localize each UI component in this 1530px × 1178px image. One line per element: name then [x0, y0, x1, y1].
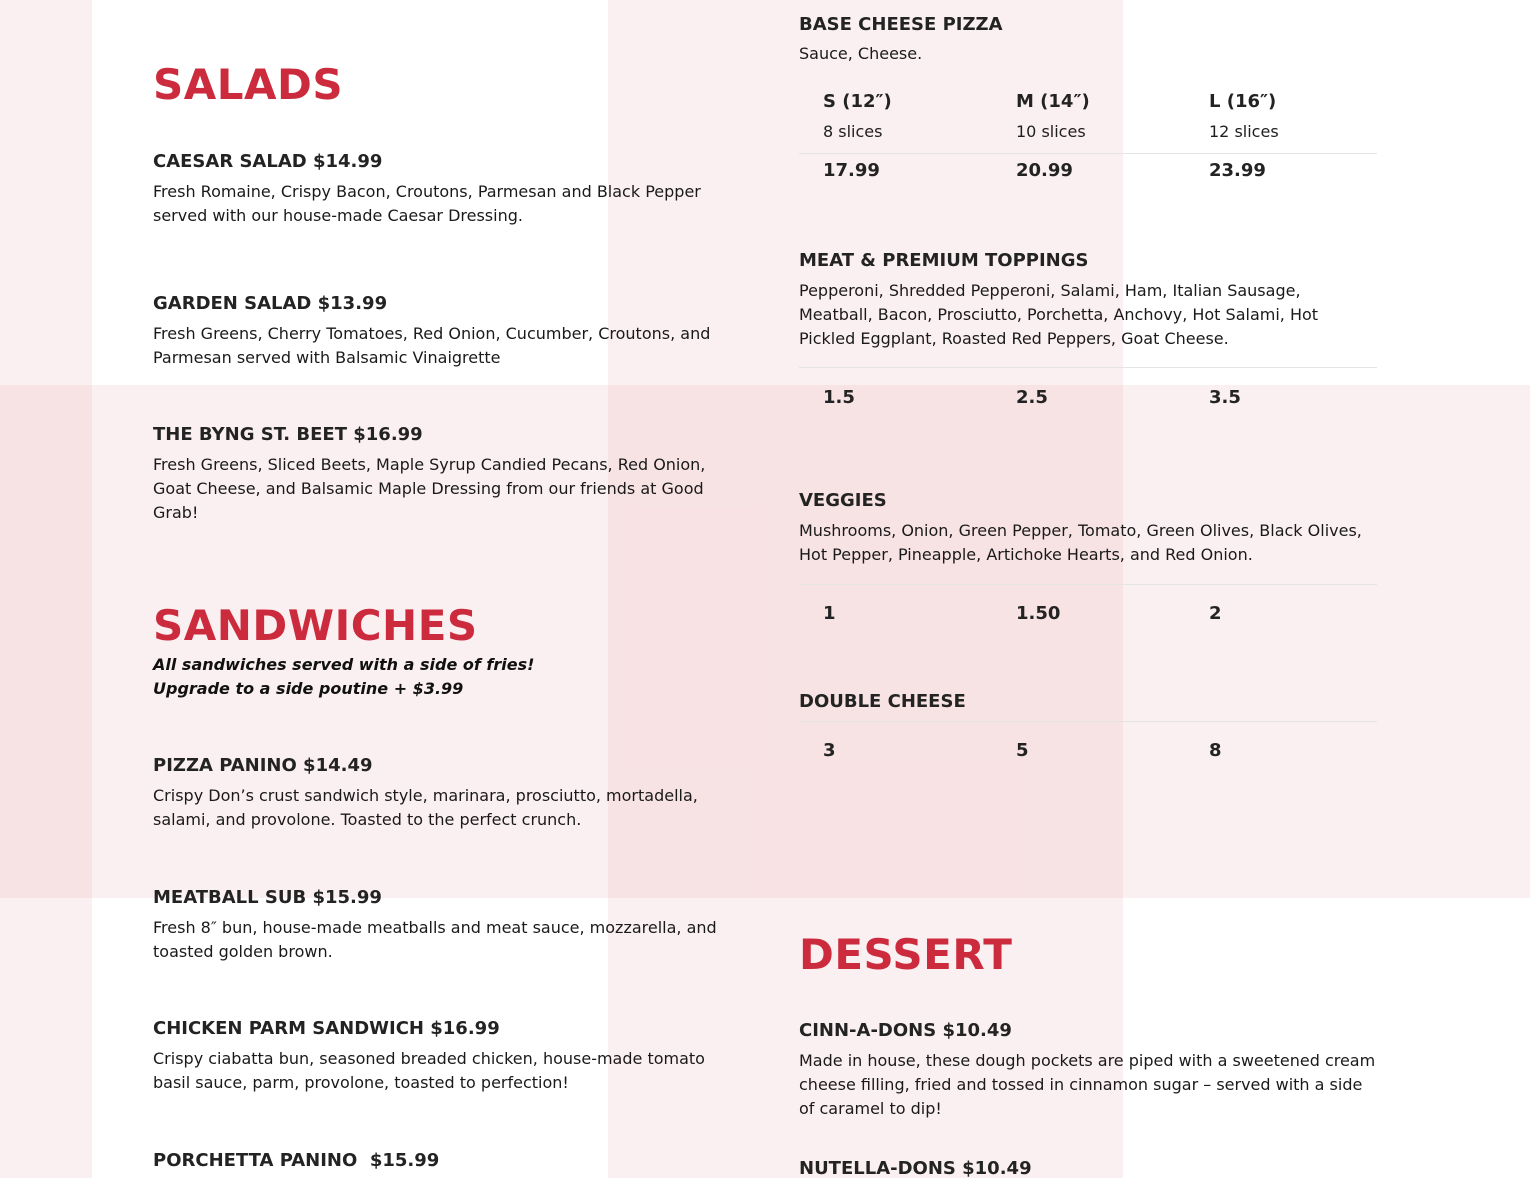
size-slices: 10 slices — [1016, 122, 1086, 141]
item-description: Crispy Don’s crust sandwich style, marinara, prosciutto, mortadella, salami, and provolone. Toasted to the perfect crunch. — [153, 786, 698, 829]
size-label: M (14″) — [1016, 91, 1090, 112]
item-description: Pepperoni, Shredded Pepperoni, Salami, Ham, Italian Sausage, Meatball, Bacon, Prosciutto, Porchetta, Anchovy, Hot Salami, Hot Pickled Eggplant, Roasted Red Peppers, Goat Cheese. — [799, 281, 1319, 348]
item-description: Fresh Greens, Cherry Tomatoes, Red Onion, Cucumber, Croutons, and Parmesan served with Balsamic Vinaigrette — [153, 324, 711, 367]
sandwich-item-chicken-parm — [153, 1018, 738, 1095]
price-medium: 2.5 — [1016, 387, 1048, 408]
item-name: DOUBLE CHEESE — [799, 691, 966, 712]
item-name: CHICKEN PARM SANDWICH $16.99 — [153, 1018, 500, 1039]
sandwich-item-porchetta — [153, 1150, 738, 1172]
price-medium: 1.50 — [1016, 603, 1061, 624]
item-description: Crispy ciabatta bun, seasoned breaded chicken, house-made tomato basil sauce, parm, provolone, toasted to perfection! — [153, 1049, 705, 1092]
item-description: Sauce, Cheese. — [799, 44, 923, 63]
price-small: 1.5 — [823, 387, 855, 408]
dessert-heading: DESSERT — [799, 930, 1013, 979]
price-large: 23.99 — [1209, 160, 1266, 181]
divider — [799, 721, 1377, 722]
item-name: GARDEN SALAD $13.99 — [153, 293, 388, 314]
item-description: Fresh Romaine, Crispy Bacon, Croutons, Parmesan and Black Pepper served with our house-made Caesar Dressing. — [153, 182, 701, 225]
price-medium: 5 — [1016, 740, 1029, 761]
price-small: 17.99 — [823, 160, 880, 181]
pizza-meat-toppings — [799, 250, 1377, 351]
size-medium — [1016, 91, 1090, 143]
size-small — [823, 91, 892, 143]
item-description: Mushrooms, Onion, Green Pepper, Tomato, Green Olives, Black Olives, Hot Pepper, Pineapple, Artichoke Hearts, and Red Onion. — [799, 521, 1362, 564]
size-large — [1209, 91, 1279, 143]
dessert-item-cinn-a-dons — [799, 1020, 1377, 1121]
salad-item-beet — [153, 424, 738, 525]
price-medium: 20.99 — [1016, 160, 1073, 181]
item-name: NUTELLA-DONS $10.49 — [799, 1158, 1032, 1178]
size-slices: 8 slices — [823, 122, 883, 141]
item-name: MEAT & PREMIUM TOPPINGS — [799, 250, 1089, 271]
sandwich-item-pizza-panino — [153, 755, 738, 832]
dessert-item-nutella-dons — [799, 1158, 1377, 1178]
pizza-veggies — [799, 490, 1377, 567]
salads-heading: SALADS — [153, 60, 344, 109]
sandwiches-note-line: All sandwiches served with a side of fries! — [153, 655, 535, 674]
price-large: 2 — [1209, 603, 1222, 624]
background-stripe-left — [0, 0, 92, 1178]
item-name: THE BYNG ST. BEET $16.99 — [153, 424, 423, 445]
item-name: VEGGIES — [799, 490, 887, 511]
sandwiches-heading: SANDWICHES — [153, 601, 478, 650]
price-large: 3.5 — [1209, 387, 1241, 408]
size-slices: 12 slices — [1209, 122, 1279, 141]
pizza-base-item — [799, 14, 1377, 66]
salad-item-caesar — [153, 151, 738, 228]
item-name: CAESAR SALAD $14.99 — [153, 151, 383, 172]
price-small: 1 — [823, 603, 836, 624]
item-description: Made in house, these dough pockets are piped with a sweetened cream cheese filling, fried and tossed in cinnamon sugar – served with a side of caramel to dip! — [799, 1051, 1376, 1118]
size-label: L (16″) — [1209, 91, 1277, 112]
divider — [799, 367, 1377, 368]
item-description: Fresh 8″ bun, house-made meatballs and meat sauce, mozzarella, and toasted golden brown. — [153, 918, 717, 961]
item-name: BASE CHEESE PIZZA — [799, 14, 1003, 35]
item-description: Fresh Greens, Sliced Beets, Maple Syrup Candied Pecans, Red Onion, Goat Cheese, and Balsamic Maple Dressing from our friends at Good Grab! — [153, 455, 706, 522]
divider — [799, 584, 1377, 585]
price-small: 3 — [823, 740, 836, 761]
pizza-double-cheese — [799, 691, 1377, 713]
sandwiches-note — [153, 653, 738, 701]
item-name: PORCHETTA PANINO $15.99 — [153, 1150, 440, 1171]
price-large: 8 — [1209, 740, 1222, 761]
divider — [799, 153, 1377, 154]
sandwich-item-meatball-sub — [153, 887, 738, 964]
item-name: PIZZA PANINO $14.49 — [153, 755, 373, 776]
size-label: S (12″) — [823, 91, 892, 112]
item-name: MEATBALL SUB $15.99 — [153, 887, 382, 908]
item-name: CINN-A-DONS $10.49 — [799, 1020, 1012, 1041]
sandwiches-note-line: Upgrade to a side poutine + $3.99 — [153, 679, 464, 698]
salad-item-garden — [153, 293, 738, 370]
